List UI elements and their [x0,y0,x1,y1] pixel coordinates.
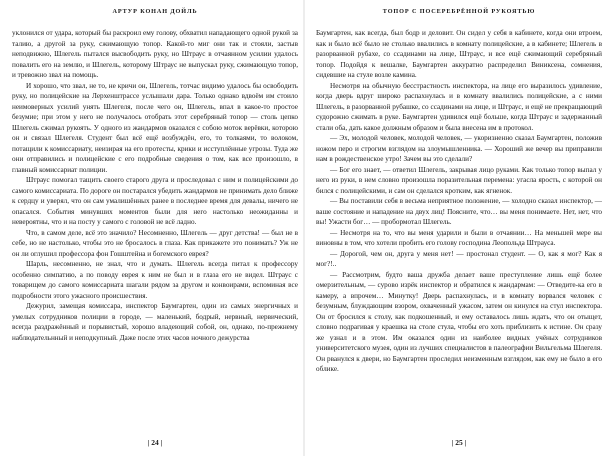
book-gutter [303,0,305,456]
left-running-header: АРТУР КОНАН ДОЙЛЬ [112,8,198,15]
left-paragraph-3: Штраус помогал тащить своего старого друга и проследовал с ним и полицейскими до самого комиссариата. По дороге он постарался убедить жандармов не принимать дело ближе к сердцу и уверял, что он сам умалишённых ранее в последнее время для девалы, ничего не опасался. События минувших моментов были для него настолько неожиданны и невероятны, что и на посту у самого с головой не всё ладно. [12,176,298,226]
left-paragraph-1: уклонился от удара, который бы раскроил ему голову, обхватил нападающего одной рукой за талию, а другой за руку, сжимающую топор. Какой-то миг они так и стояли, застыв неподвижно, Шлегель пытался высвободить руку, но Штраус в отчаянном усилии удалось повалить его на землю, и Шлегель, которому Штраус не выпускал руку, сжимающую топор, и тревожно звал на помощь. [12,29,298,79]
left-paragraph-6: Дежурил, замещая комиссара, инспектор Баумгартен, один из самых энергичных и умелых сотрудников полиции в городе, — маленький, бодрый, нервный, нервический, всегда раздражённый и порывистый, хорошо владеющий собой, он, однако, по-прежнему наблюдательнный и неподкупный. Даже после этих часов ночного дежурства [12,302,298,342]
right-paragraph-2: Несмотря на обычную бесстрастность инспектора, на лице его выразилось удивление, когда дверь вдруг широко распахнулась и в комнату ввалились полицейские, а с ними Шлегель, в разорванной рубашке, со ссадинами на лице, и Штраус, и ещё не прекращающий судорожно сжимать в руке. Баумгартен удивился ещё больше, когда Штраус и задержанный стали оба, дать какое должным образом и была внесена им в протокол. [316,81,602,132]
left-paragraph-2: И хорошо, что звал, не то, не кричи он, Шлегель, тотчас видимо удалось бы освободить руку, но полицейские на Лерхенштрассе услышали дара. Только однако вдвоём им стоило неимоверных усилий унять Шлегеля, после чего он, Шлегель, впал в какое-то простое безумие; при этом у него не получалось отобрать этот серебряный топор — столь цепко Шлегель сжимал рукоять. У одного из жандармов оказался с собою моток верёвки, которою он и связал Шлегеля. Студент был всё ещё возбуждён, его, то толкаями, то волоком, потащили к комиссариату, неизирая на его протесты, крики и исступлённые угрозы. Туда же они отправились и полицейские с его подробные сведения о том, как все произошло, в главный комиссариат полиции. [12,81,298,174]
right-paragraph-6: — Несмотря на то, что вы меня ударили и были в отчаянии… На меньшей мере вы виновны в том, что хотели пробить его голову господина Леопольда Штрауса. [316,228,602,247]
right-paragraph-1: Баумгартен, как всегда, был бодр и деловит. Он сидел у себя в кабинете, когда они втроем, как и было всё было не столько ввалились в комнату полицейские, а в кабинете; Шлегель в разорванной рубахе, со ссадинами на лице, Штраус, и все ещё сжимающий серебряный топор. Подойдя к вешалке, Баумгартен аккуратно распределил Виниксена, сомнения, сидевшие на стуле возле камина. [316,29,602,79]
right-paragraph-8: — Рассмотрим, будто ваша дружба делает ваше преступление лишь ещё более омерзительным, — сурово изрёк инспектор и обратился к жандармам: — Отведите-ка его в камеру, а впрочем… Минутку! Дверь распахнулась, и в комнату ворвался человек с безумным, блуждающим взором, охваченный ужасом, затем он кинулся на стул инспектора. Он от бросился к столу, как подкошенный, и ему оставалось лишь ждать, что он отыщет, словно подрагивая у краешка на столе стула, чтобы его хоть приблизить к истине. Он сразу же узнал и в этом. Им оказался один из наиболее видных учёных сотрудников университетского музея, один из лучших специалистов в палеографии Вильгельма Шлегеля. Он рванулся к двери, но Баумгартен проследил неизменным взглядом, как ему не было в его облике. [316,270,602,373]
left-page-number: | 24 | [147,438,163,447]
right-running-header: ТОПОР С ПОСЕРЕБРЁННОЙ РУКОЯТЬЮ [382,8,536,15]
right-page [316,0,602,456]
right-paragraph-4: — Бог его знает, — ответил Шлегель, закрывая лицо руками. Как только топор выпал у него из руки, в нем словно произошла поразительная перемена: угасла ярость, с которой он бился с полицейскими, и сам он сделался кротким, как ягненок. [316,165,602,195]
right-paragraph-7: — Дорогой, чем он, друга у меня нет! — простонал студент. — О, как я мог? Как я мог?!.. [316,249,602,268]
right-page-number: | 25 | [451,438,467,447]
left-page [12,0,298,456]
right-paragraph-5: — Вы поставили себя в весьма неприятное положение, — холодно сказал инспектор, — ваше состояние и нападение на двух лиц! Поясните, что… вы меня понимаете. Нет, нет, что вы! Ужасти бог… — пробормотал Шлегель. [316,197,602,226]
left-paragraph-5: Шарль, несомненно, не знал, что и думать. Шлегель всегда питал к профессору особенно симпатию, а по поводу еврея к ним не был и в глаза его не видел. Штраус с товарищем до самого комиссариата шагали рядом за другом и конвоирами, вспоминая все подробности этого ужасного происшествия. [12,260,298,300]
left-page-text [12,28,298,343]
right-paragraph-3: — Эх, молодой человек, молодой человек, — укоризненно сказал Баумгартен, положив ножом перо и строгим взглядом на злоумышленника. — Хороший же вечер вы приправили нам в рождественское утро! Зачем вы это сделали? [316,134,602,163]
right-page-text [316,28,602,375]
left-paragraph-4: Что, в самом деле, всё это значило? Несомненно, Шлегель — друг детства! — был не в себе, но не настолько, чтобы это не бросалось в глаза. Как прикажете это понимать? Уж не он ли оглушил профессора фон Гошштейна и богемского еврея? [12,228,298,258]
